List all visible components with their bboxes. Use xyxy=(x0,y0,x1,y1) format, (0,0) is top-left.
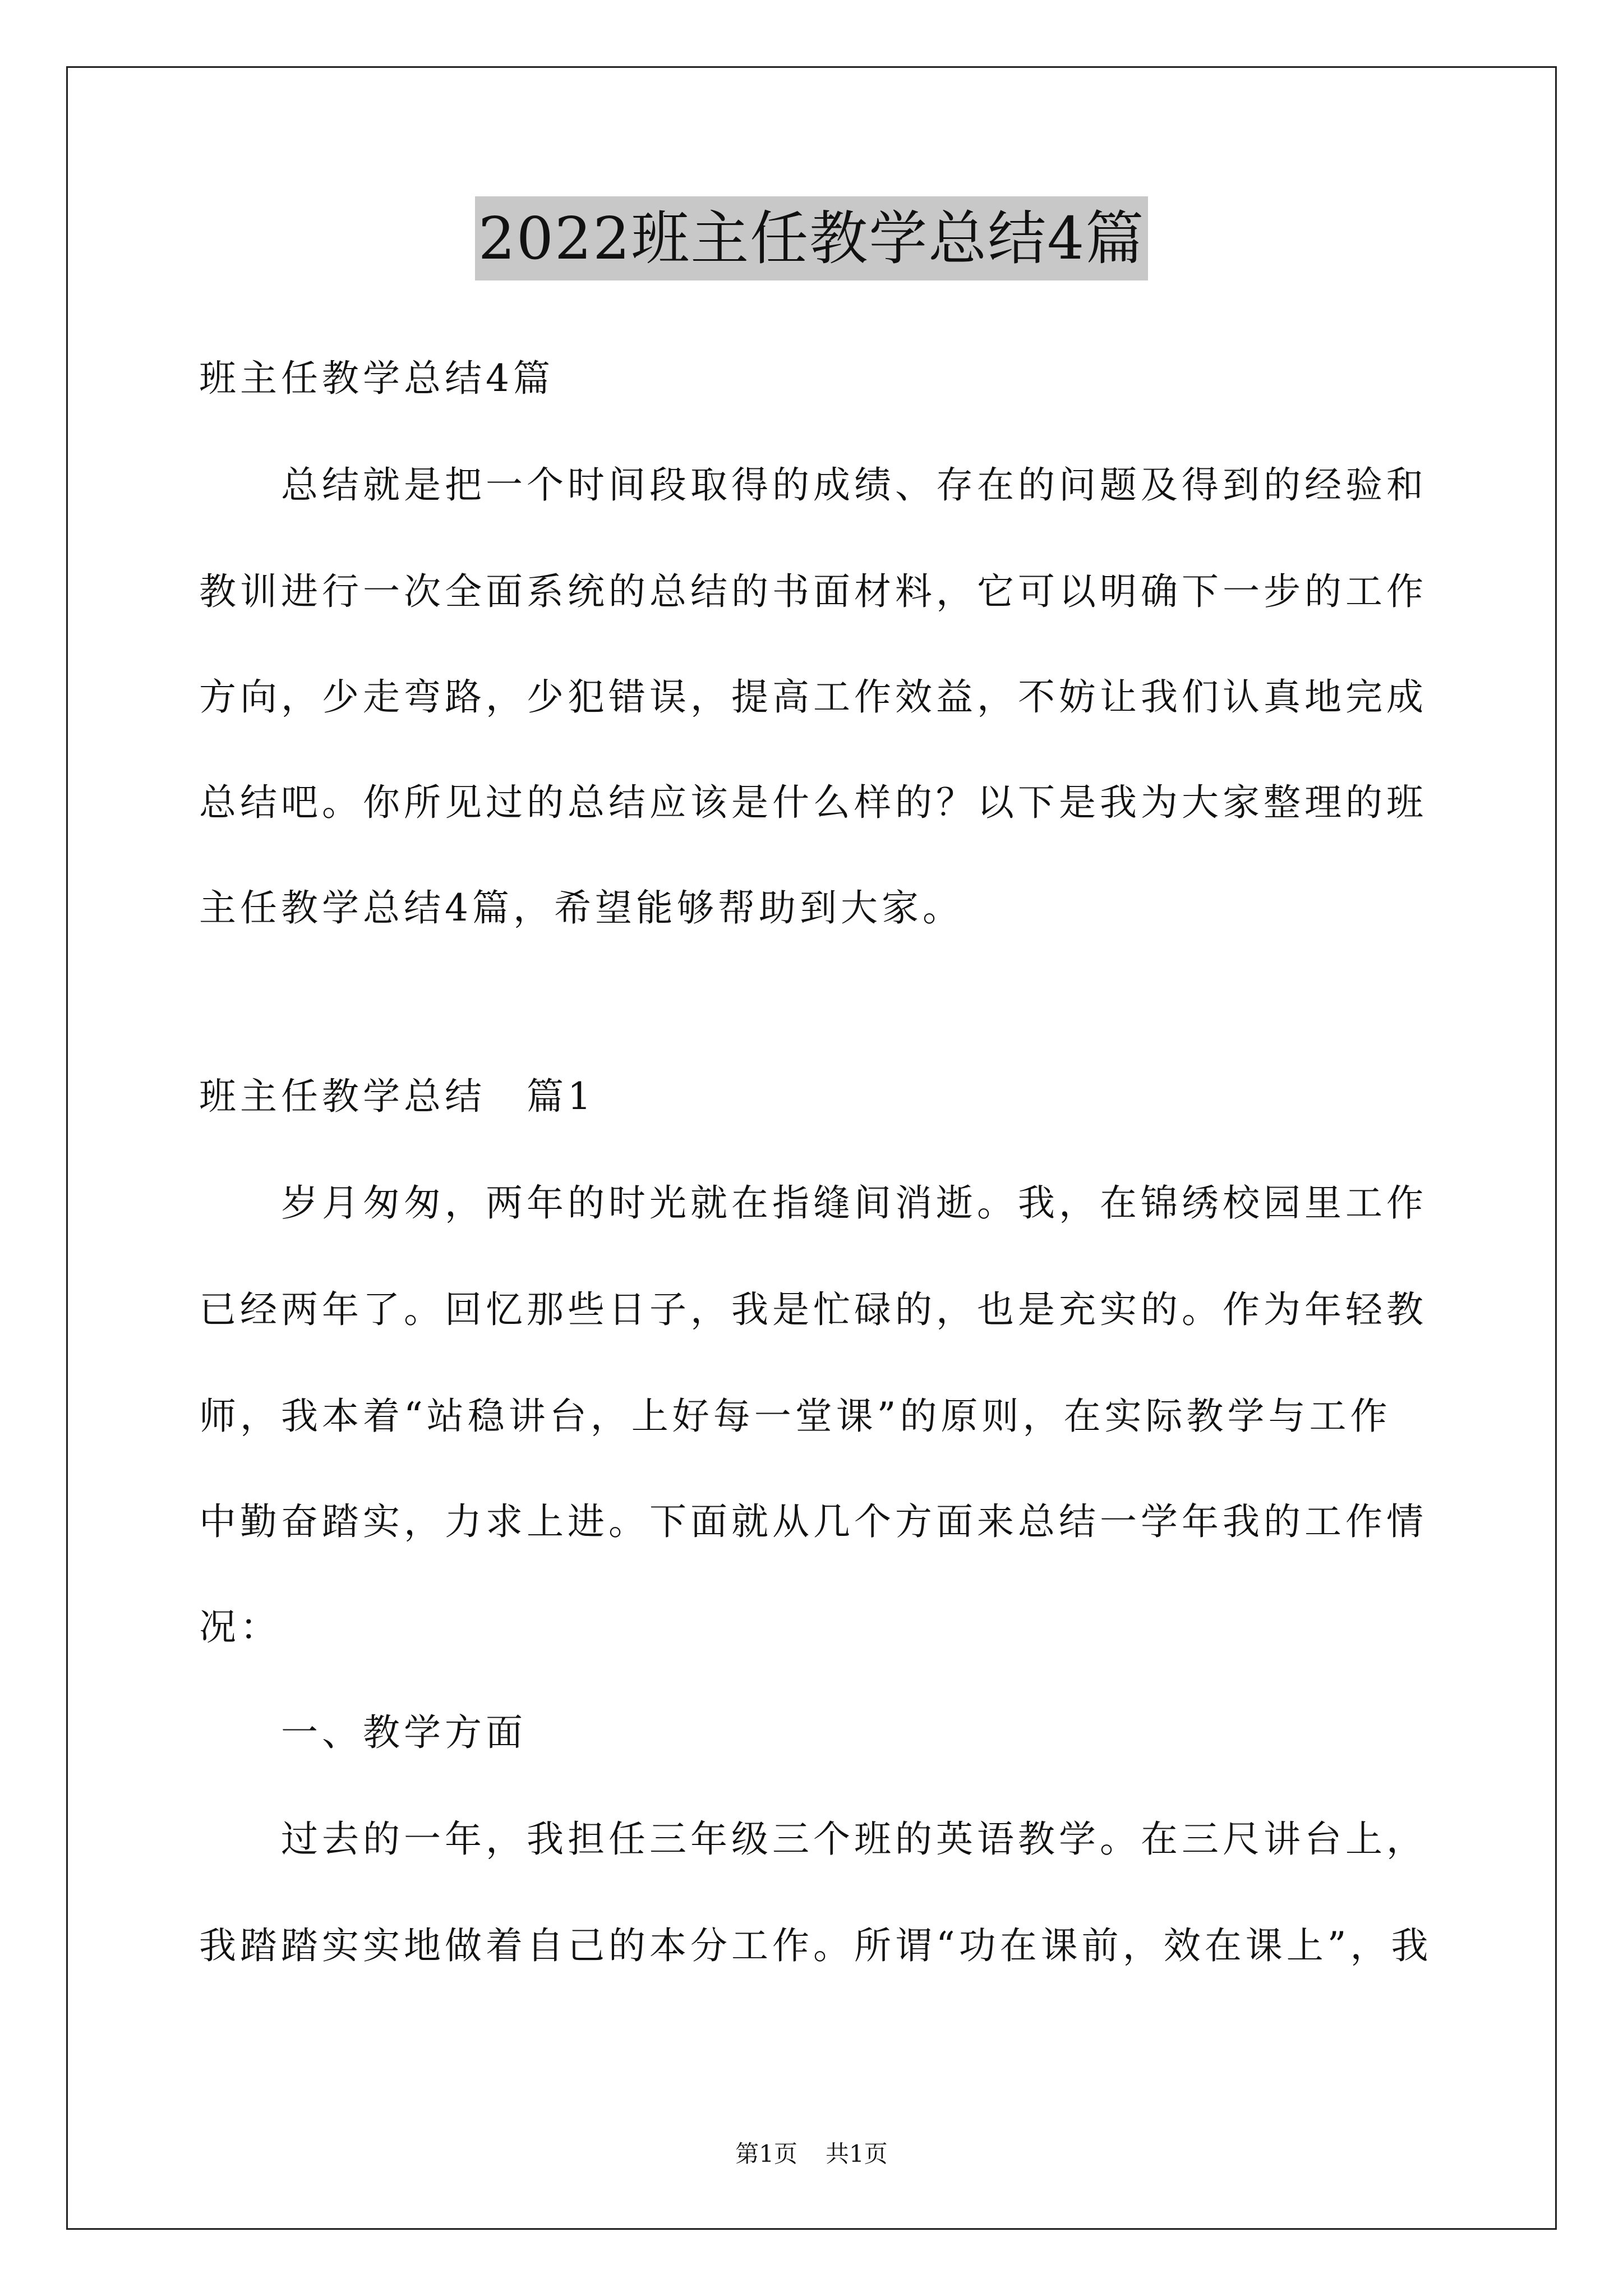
paragraph-line: 方向，少走弯路，少犯错误，提高工作效益，不妨让我们认真地完成 xyxy=(199,675,1427,719)
paragraph-line: 我踏踏实实地做着自己的本分工作。所谓“功在课前，效在课上”，我 xyxy=(199,1924,1432,1967)
document-title: 2022班主任教学总结4篇 xyxy=(475,196,1149,280)
paragraph-line: 总结就是把一个时间段取得的成绩、存在的问题及得到的经验和 xyxy=(199,463,1427,507)
paragraph-line: 总结吧。你所见过的总结应该是什么样的？以下是我为大家整理的班 xyxy=(199,781,1427,824)
paragraph-line: 已经两年了。回忆那些日子，我是忙碌的，也是充实的。作为年轻教 xyxy=(199,1288,1427,1331)
paragraph-line: 况： xyxy=(199,1605,281,1649)
subtitle-line: 班主任教学总结4篇 xyxy=(199,357,554,400)
paragraph-line: 主任教学总结4篇，希望能够帮助到大家。 xyxy=(199,886,963,930)
subsection-heading: 一、教学方面 xyxy=(199,1711,527,1754)
page-number-current: 第1页 xyxy=(735,2140,797,2168)
page-footer xyxy=(0,2137,1623,2171)
title-container xyxy=(0,196,1623,280)
paragraph-line: 师，我本着“站稳讲台，上好每一堂课”的原则，在实际教学与工作 xyxy=(199,1395,1391,1438)
page-number-total: 共1页 xyxy=(826,2140,888,2168)
paragraph-line: 教训进行一次全面系统的总结的书面材料，它可以明确下一步的工作 xyxy=(199,570,1427,613)
paragraph-line: 过去的一年，我担任三年级三个班的英语教学。在三尺讲台上， xyxy=(199,1818,1427,1861)
paragraph-line: 岁月匆匆，两年的时光就在指缝间消逝。我，在锦绣校园里工作 xyxy=(199,1181,1427,1225)
paragraph-line: 中勤奋踏实，力求上进。下面就从几个方面来总结一学年我的工作情 xyxy=(199,1500,1427,1543)
section-heading: 班主任教学总结 篇1 xyxy=(199,1075,595,1118)
